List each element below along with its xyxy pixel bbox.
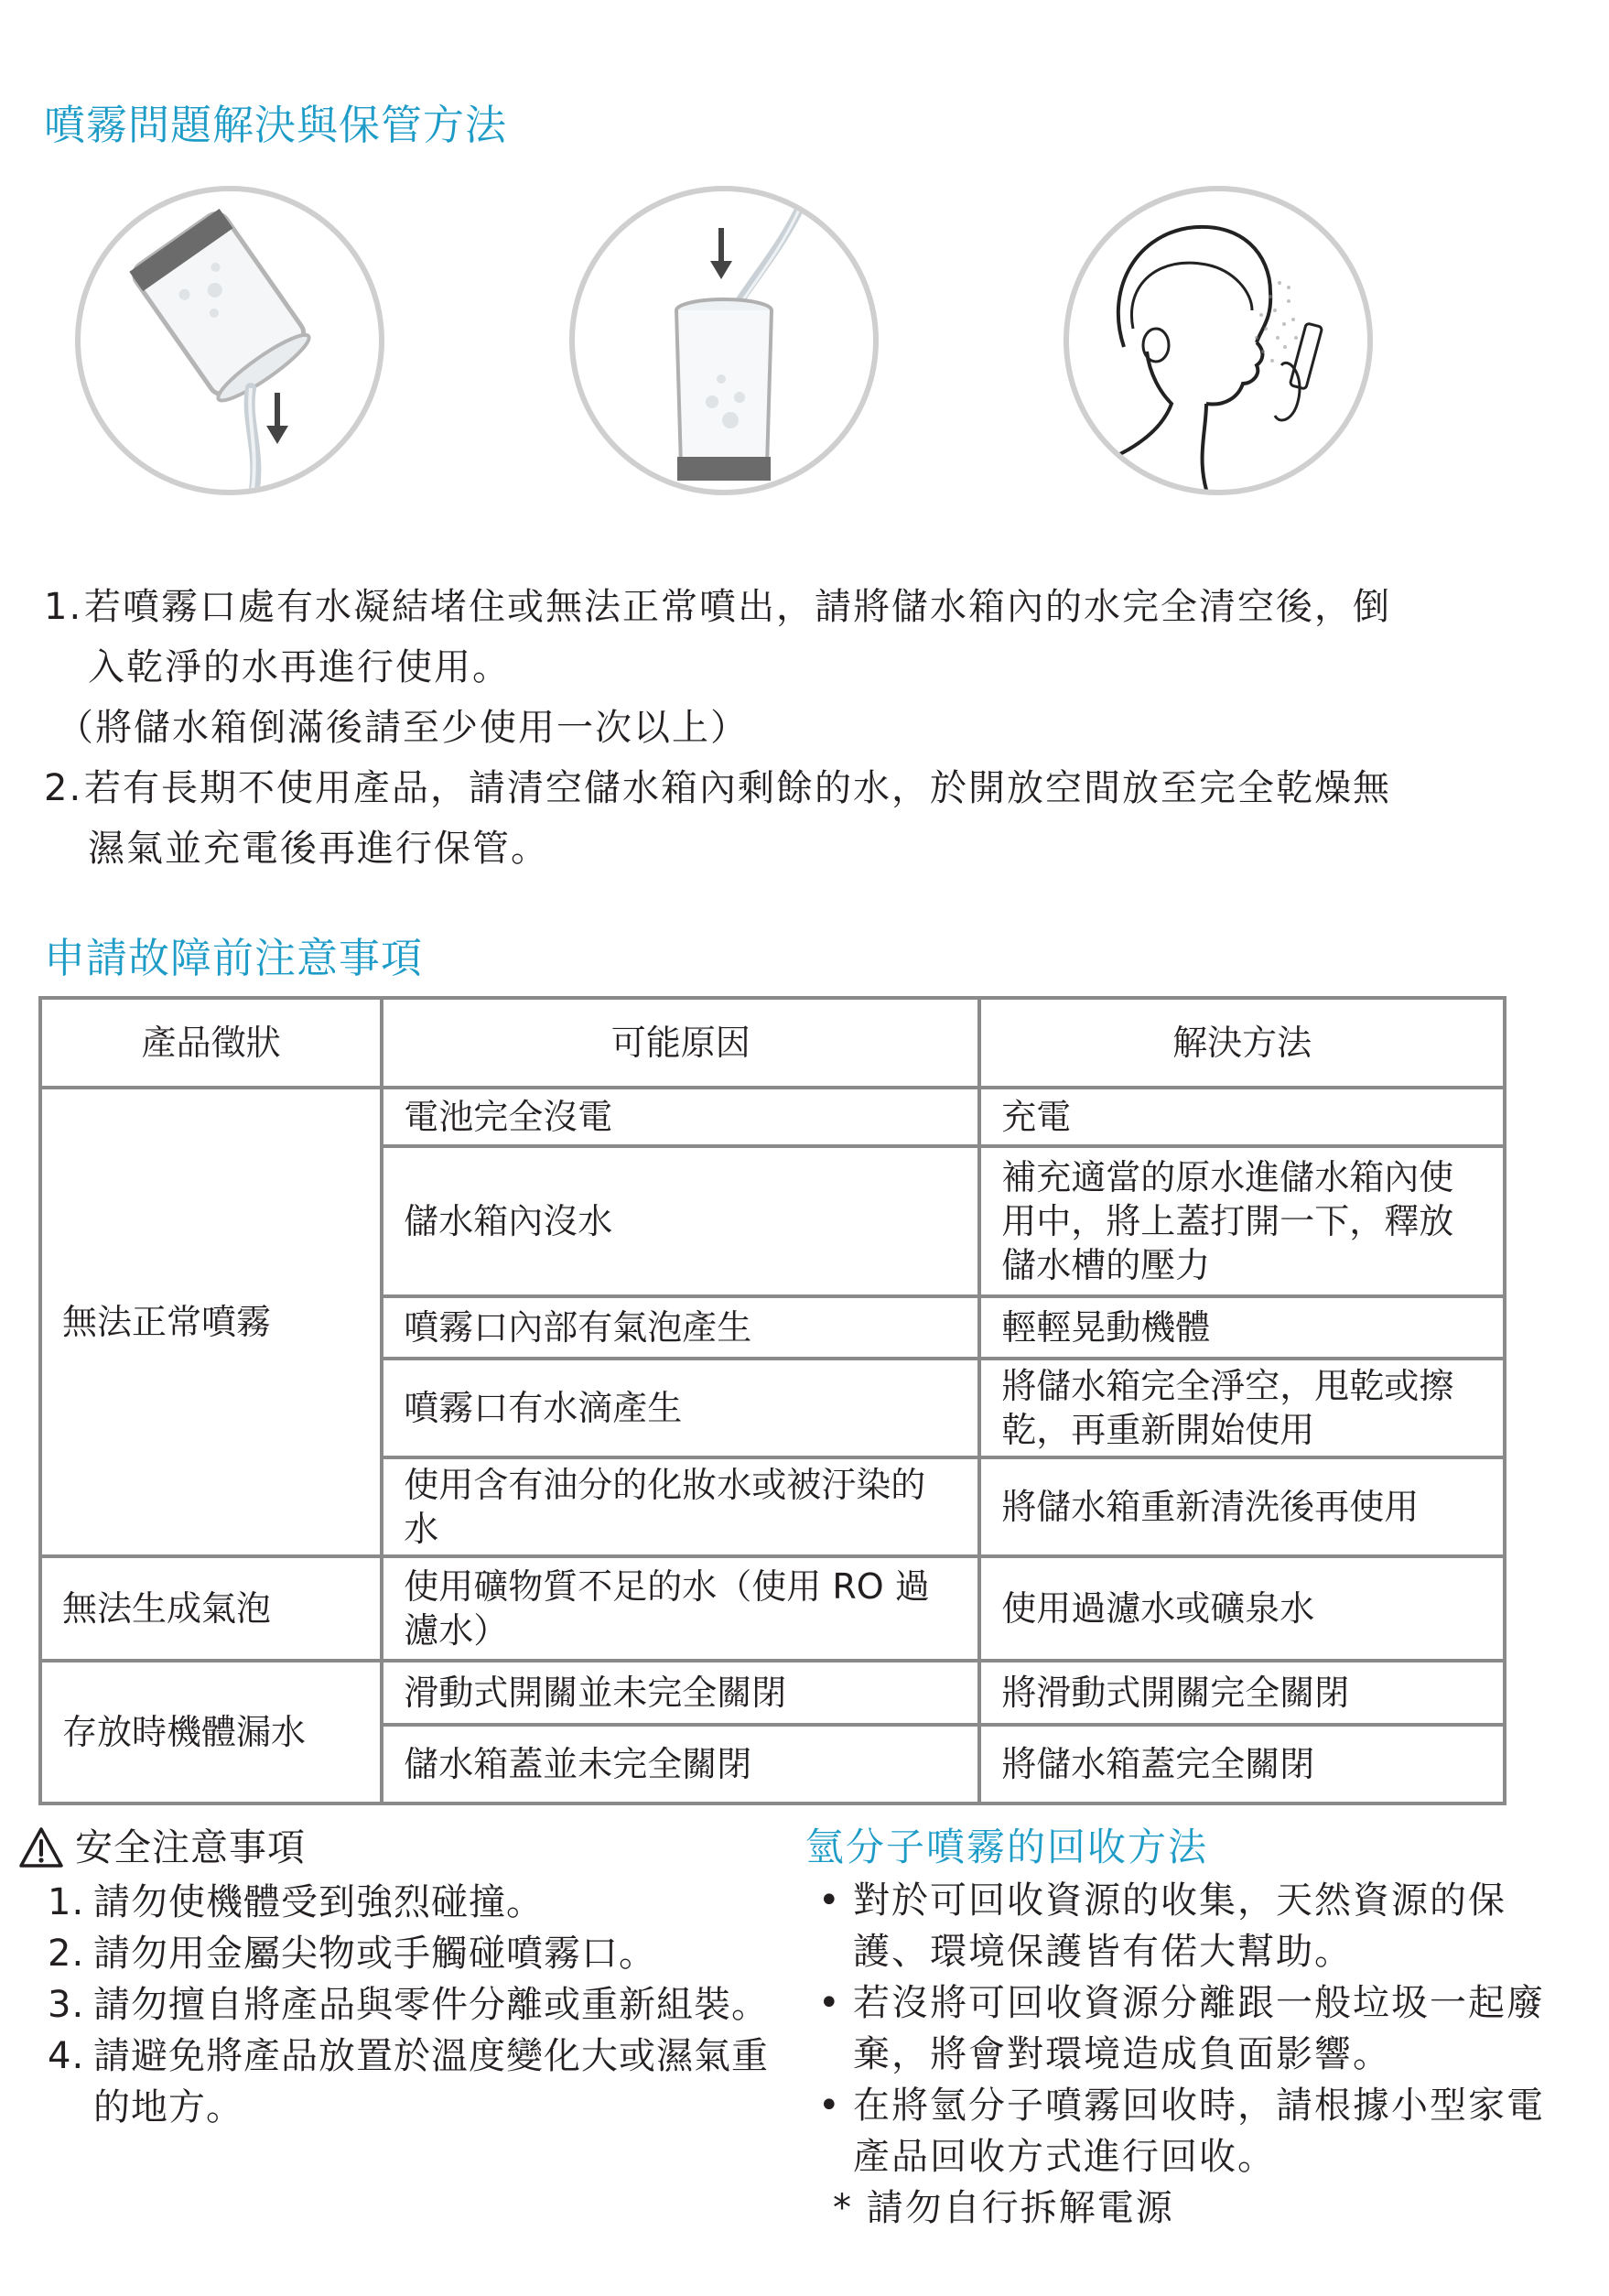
recycling-title: 氫分子噴霧的回收方法 [805, 1825, 1209, 1869]
list-item: • 若沒將可回收資源分離跟一般垃圾一起廢棄，將會對環境造成負面影響。 [805, 1977, 1565, 2080]
symptom-cell: 無法生成氣泡 [40, 1556, 382, 1661]
solution-cell: 使用過濾水或礦泉水 [979, 1556, 1505, 1661]
cause-cell: 使用礦物質不足的水（使用 RO 過濾水） [382, 1556, 979, 1661]
symptom-cell: 存放時機體漏水 [40, 1661, 382, 1803]
table-header-row [40, 998, 1505, 1088]
cause-cell: 電池完全沒電 [382, 1088, 979, 1146]
spray-care-instructions [44, 577, 1563, 879]
bullet-icon: • [818, 1879, 842, 1922]
section-title-spray-care: 噴霧問題解決與保管方法 [44, 101, 508, 149]
symptom-cell: 無法正常噴霧 [40, 1088, 382, 1556]
header-solution: 解決方法 [979, 998, 1505, 1088]
safety-list [18, 1877, 778, 2133]
recycling-footnote: * 請勿自行拆解電源 [833, 2187, 1174, 2229]
list-item: 2. 請勿用金屬尖物或手觸碰噴霧口。 [48, 1933, 656, 1975]
solution-cell: 補充適當的原水進儲水箱內使用中，將上蓋打開一下，釋放儲水槽的壓力 [979, 1146, 1505, 1296]
solution-cell: 將滑動式開關完全關閉 [979, 1661, 1505, 1725]
cause-cell: 噴霧口內部有氣泡產生 [382, 1296, 979, 1359]
cause-cell: 儲水箱蓋並未完全關閉 [382, 1725, 979, 1803]
fill-water-illustration [569, 186, 879, 495]
section-title-troubleshooting: 申請故障前注意事項 [44, 934, 424, 982]
list-item: 1. 請勿使機體受到強烈碰撞。 [48, 1881, 544, 1923]
list-item: • 對於可回收資源的收集，天然資源的保護、環境保護皆有偌大幫助。 [805, 1875, 1565, 1977]
solution-cell: 輕輕晃動機體 [979, 1296, 1505, 1359]
face-spray-illustration [1064, 186, 1373, 495]
list-item: 3. 請勿擅自將產品與零件分離或重新組裝。 [48, 1984, 769, 2026]
solution-cell: 將儲水箱蓋完全關閉 [979, 1725, 1505, 1803]
instruction-2: 2.若有長期不使用產品，請清空儲水箱內剩餘的水，於開放空間放至完全乾燥無 [44, 767, 1391, 809]
safety-notes [18, 1822, 778, 2133]
bullet-icon: • [818, 2085, 842, 2127]
safety-title: 安全注意事項 [18, 1822, 778, 1873]
table-row [40, 1088, 1505, 1146]
cause-cell: 儲水箱內沒水 [382, 1146, 979, 1296]
instruction-1: 1.若噴霧口處有水凝結堵住或無法正常噴出，請將儲水箱內的水完全清空後，倒 [44, 586, 1391, 628]
pour-out-water-illustration [75, 186, 384, 495]
solution-cell: 將儲水箱完全淨空，甩乾或擦乾，再重新開始使用 [979, 1359, 1505, 1457]
warning-triangle-icon [18, 1826, 64, 1868]
troubleshooting-table [38, 996, 1506, 1805]
list-item: • 在將氫分子噴霧回收時，請根據小型家電產品回收方式進行回收。 [805, 2080, 1565, 2182]
solution-cell: 充電 [979, 1088, 1505, 1146]
list-item: 4. 請避免將產品放置於溫度變化大或濕氣重的地方。 [48, 2035, 769, 2128]
instruction-1-note: （將儲水箱倒滿後請至少使用一次以上） [57, 707, 749, 749]
cause-cell: 滑動式開關並未完全關閉 [382, 1661, 979, 1725]
header-symptom: 產品徵狀 [40, 998, 382, 1088]
instruction-1-continued: 入乾淨的水再進行使用。 [88, 646, 511, 688]
recycling-notes [805, 1822, 1565, 2234]
bullet-icon: • [818, 1982, 842, 2024]
table-row [40, 1556, 1505, 1661]
header-cause: 可能原因 [382, 998, 979, 1088]
table-row [40, 1661, 1505, 1725]
recycling-list [805, 1875, 1565, 2182]
cause-cell: 噴霧口有水滴產生 [382, 1359, 979, 1457]
solution-cell: 將儲水箱重新清洗後再使用 [979, 1457, 1505, 1556]
cause-cell: 使用含有油分的化妝水或被汙染的水 [382, 1457, 979, 1556]
instruction-2-continued: 濕氣並充電後再進行保管。 [88, 828, 549, 870]
